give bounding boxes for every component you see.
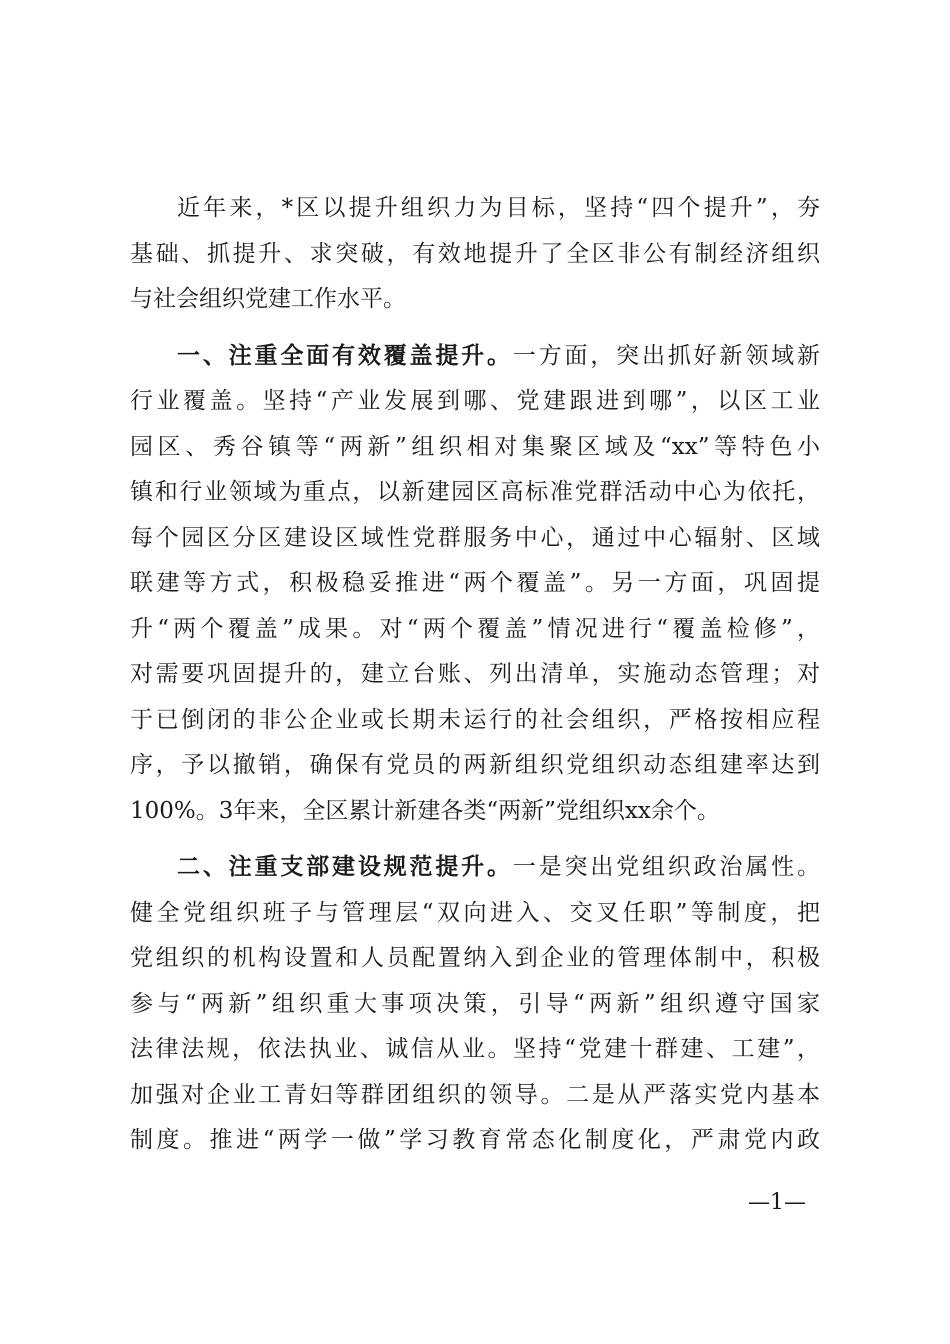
paragraph-3-line-7: 制度。推进“两学一做”学习教育常态化制度化，严肃党内政 (130, 1127, 820, 1153)
paragraph-3-line-5: 法律法规，依法执业、诚信从业。坚持“党建十群建、工建”， (130, 1036, 820, 1062)
paragraph-1-line-3: 与社会组织党建工作水平。 (130, 286, 406, 312)
paragraph-1-line-1: 近年来，*区以提升组织力为目标，坚持“四个提升”，夯 (177, 195, 820, 221)
paragraph-2-line-3: 园区、秀谷镇等“两新”组织相对集聚区域及“xx”等特色小 (130, 433, 820, 460)
paragraph-2-line-2: 行业覆盖。坚持“产业发展到哪、党建跟进到哪”，以区工业 (130, 388, 820, 414)
paragraph-2-line-9: 于已倒闭的非公企业或长期未运行的社会组织，严格按相应程 (130, 706, 820, 733)
document-body (130, 186, 820, 1164)
section-heading-2: 二、注重支部建设规范提升。 (177, 854, 513, 880)
paragraph-3-line-1 (130, 845, 820, 891)
paragraph-3-line-6: 加强对企业工青妇等群团组织的领导。二是从严落实党内基本 (130, 1081, 820, 1108)
paragraph-2-line-6: 联建等方式，积极稳妥推进“两个覆盖”。另一方面，巩固提 (130, 570, 820, 596)
paragraph-3-line-1-rest: 一是突出党组织政治属性。 (512, 854, 821, 880)
paragraph-3-line-3: 党组织的机构设置和人员配置纳入到企业的管理体制中，积极 (130, 945, 820, 971)
paragraph-2-line-1 (130, 334, 820, 380)
paragraph-2-line-10: 序，予以撤销，确保有党员的两新组织党组织动态组建率达到 (130, 752, 820, 778)
paragraph-3-line-2: 健全党组织班子与管理层“双向进入、交叉任职”等制度，把 (130, 899, 820, 926)
paragraph-3-line-4: 参与“两新”组织重大事项决策，引导“两新”组织遵守国家 (130, 990, 820, 1017)
paragraph-2-line-7: 升“两个覆盖”成果。对“两个覆盖”情况进行“覆盖检修”， (130, 615, 820, 642)
paragraph-2-line-8: 对需要巩固提升的，建立台账、列出清单，实施动态管理；对 (130, 661, 820, 687)
section-heading-1: 一、注重全面有效覆盖提升。 (177, 342, 513, 369)
paragraph-1-line-2: 基础、抓提升、求突破，有效地提升了全区非公有制经济组织 (130, 240, 820, 267)
paragraph-2-line-1-rest: 一方面，突出抓好新领域新 (512, 342, 821, 369)
paragraph-2-line-5: 每个园区分区建设区域性党群服务中心，通过中心辐射、区域 (130, 524, 820, 551)
paragraph-2-line-4: 镇和行业领域为重点，以新建园区高标准党群活动中心为依托， (130, 479, 820, 505)
paragraph-2-line-11: 100%。3年来，全区累计新建各类“两新”党组织xx余个。 (130, 797, 720, 824)
page-number: —1— (748, 1190, 806, 1215)
